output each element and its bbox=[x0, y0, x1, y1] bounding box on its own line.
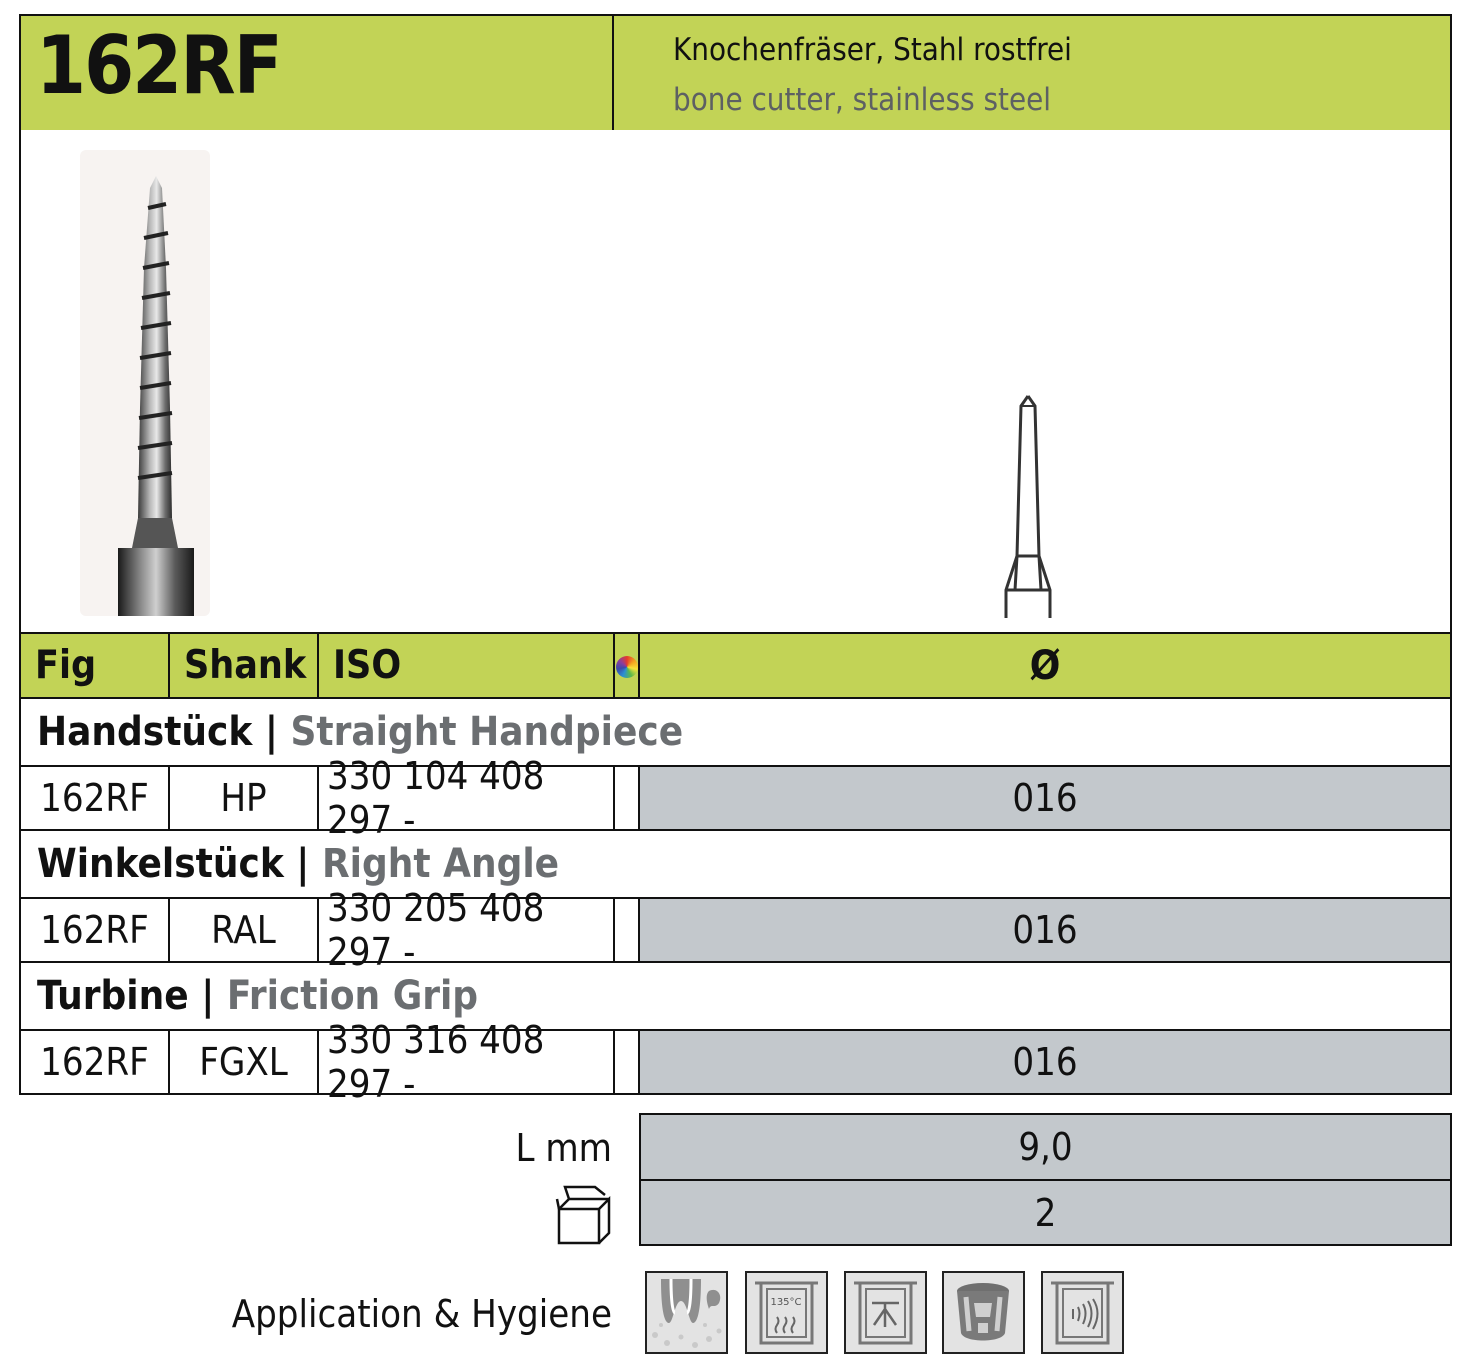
column-header-diameter: Ø bbox=[1029, 642, 1061, 689]
cell-color-code bbox=[613, 1031, 640, 1093]
length-value: 9,0 bbox=[1018, 1125, 1073, 1169]
column-header-fig: Fig bbox=[35, 643, 97, 688]
header-divider bbox=[612, 14, 614, 130]
bone-tooth-icon bbox=[645, 1271, 728, 1354]
cell-color-code bbox=[613, 899, 640, 961]
cell-diameter: 016 bbox=[640, 899, 1450, 961]
description-german: Knochenfräser, Stahl rostfrei bbox=[673, 32, 1072, 68]
product-code: 162RF bbox=[36, 19, 281, 112]
section-heading-right-angle bbox=[19, 831, 1452, 897]
sterilization-135c-icon bbox=[745, 1271, 828, 1354]
cell-diameter: 016 bbox=[640, 767, 1450, 829]
cell-iso: 330 104 408 297 - bbox=[317, 767, 614, 829]
package-quantity-value: 2 bbox=[1034, 1190, 1057, 1235]
description-english: bone cutter, stainless steel bbox=[673, 82, 1052, 118]
cell-fig: 162RF bbox=[40, 908, 149, 952]
color-code-column-header bbox=[613, 634, 640, 697]
disinfection-bath-icon bbox=[844, 1271, 927, 1354]
cell-diameter: 016 bbox=[640, 1031, 1450, 1093]
cell-fig: 162RF bbox=[40, 776, 149, 820]
column-header-iso: ISO bbox=[317, 634, 614, 697]
cell-fig: 162RF bbox=[40, 1040, 149, 1084]
sterilization-temperature-text: 135°C bbox=[770, 1297, 802, 1308]
cell-shank: RAL bbox=[168, 899, 317, 961]
cell-iso: 330 205 408 297 - bbox=[317, 899, 614, 961]
length-label: L mm bbox=[515, 1126, 612, 1170]
product-image-panel bbox=[19, 130, 1452, 632]
product-photo bbox=[78, 148, 228, 618]
section-title-en: Friction Grip bbox=[226, 973, 479, 1019]
section-heading-handpiece bbox=[19, 699, 1452, 765]
cell-color-code bbox=[613, 767, 640, 829]
column-header-shank: Shank bbox=[168, 634, 317, 697]
technical-drawing bbox=[990, 390, 1070, 620]
application-hygiene-label: Application & Hygiene bbox=[231, 1292, 612, 1336]
color-wheel-icon bbox=[616, 656, 638, 678]
section-title-en: Right Angle bbox=[321, 841, 560, 887]
cell-shank: HP bbox=[168, 767, 317, 829]
cell-shank: FGXL bbox=[168, 1031, 317, 1093]
cell-iso: 330 316 408 297 - bbox=[317, 1031, 614, 1093]
section-heading-friction-grip bbox=[19, 963, 1452, 1029]
ultrasonic-bath-icon bbox=[1041, 1271, 1124, 1354]
package-box-icon bbox=[555, 1185, 615, 1247]
section-title-de: Turbine bbox=[37, 973, 189, 1019]
section-separator: | bbox=[283, 841, 322, 887]
thermodisinfector-icon bbox=[942, 1271, 1025, 1354]
section-title-de: Winkelstück bbox=[37, 841, 284, 887]
section-separator: | bbox=[252, 709, 291, 755]
section-separator: | bbox=[188, 973, 227, 1019]
section-title-de: Handstück bbox=[37, 709, 253, 755]
section-title-en: Straight Handpiece bbox=[290, 709, 684, 755]
